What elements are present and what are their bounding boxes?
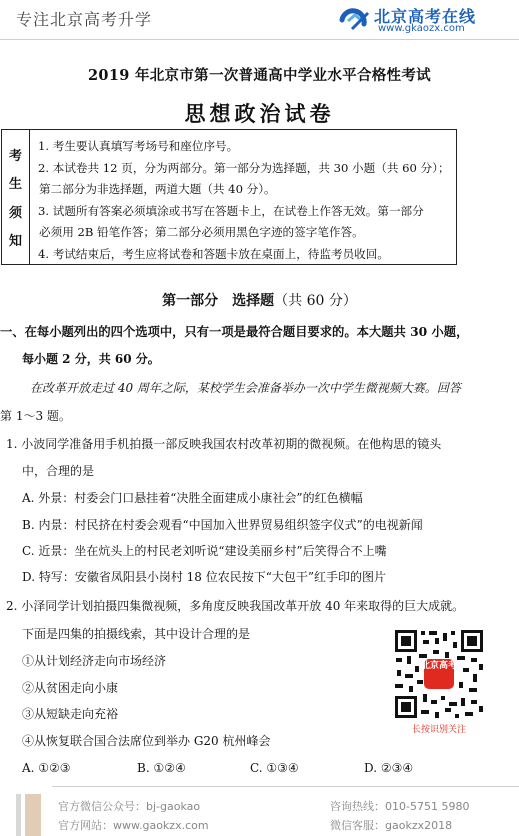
question-stem: 1. 小波同学准备用手机拍摄一部反映我国农村改革初期的微视频。在他构思的镜头 <box>6 437 442 451</box>
answer-option-d: D. ②③④ <box>364 761 414 775</box>
instructions-line: 每小题 2 分，共 60 分。 <box>22 352 160 366</box>
footer-accent-bar <box>25 794 41 836</box>
section-title: 第一部分 选择题 <box>162 293 275 309</box>
answer-option-b: B. 内景：村民挤在村委会观看“中国加入世界贸易组织签字仪式”的电视新闻 <box>22 518 423 532</box>
notice-side-char: 生 <box>8 177 22 193</box>
question-stem: 2. 小泽同学计划拍摄四集微视频，多角度反映我国改革开放 40 年来取得的巨大成就。 <box>6 599 465 613</box>
logo-mark-icon <box>338 5 372 35</box>
notice-side-char: 知 <box>8 234 22 250</box>
exam-title: 2019 年北京市第一次普通高中学业水平合格性考试 <box>88 67 431 84</box>
section-points: （共 60 分） <box>274 293 357 309</box>
question-stem: 中，合理的是 <box>22 464 95 478</box>
footer-service: 微信客服：gaokzx2018 <box>330 819 453 832</box>
answer-option-c: C. 近景：坐在炕头上的村民老刘听说“建设美丽乡村”后笑得合不上嘴 <box>22 544 387 558</box>
notice-line: 1. 考生要认真填写考场号和座位序号。 <box>38 139 239 153</box>
header-divider <box>0 39 519 40</box>
answer-option-a: A. ①②③ <box>22 761 71 775</box>
notice-side-char: 考 <box>8 148 22 164</box>
answer-option-a: A. 外景：村委会门口悬挂着“决胜全面建成小康社会”的红色横幅 <box>22 491 363 505</box>
passage-line: 在改革开放走过 40 周年之际，某校学生会准备举办一次中学生微视频大赛。回答 <box>30 381 461 395</box>
footer-accent-bar <box>16 794 21 836</box>
qr-caption: 长按识别关注 <box>411 725 466 735</box>
page-header <box>0 0 519 40</box>
instructions-line: 一、在每小题列出的四个选项中，只有一项是最符合题目要求的。本大题共 30 小题， <box>0 324 469 339</box>
footer-hotline: 咨询热线：010-5751 5980 <box>330 800 470 813</box>
passage-line: 第 1～3 题。 <box>0 409 71 423</box>
site-logo[interactable] <box>338 3 508 37</box>
section-heading <box>0 290 519 310</box>
subject-title: 思想政治试卷 <box>184 101 335 126</box>
notice-side-char: 须 <box>8 205 22 221</box>
footer-website[interactable]: 官方网站：www.gaokzx.com <box>58 819 209 832</box>
clue-item: ②从贫困走向小康 <box>22 681 119 695</box>
notice-line: 3. 试题所有答案必须填涂或书写在答题卡上，在试卷上作答无效。第一部分 <box>38 203 424 218</box>
answer-option-b: B. ①②④ <box>137 761 186 775</box>
header-slogan: 专注北京高考升学 <box>16 10 153 29</box>
notice-line: 4. 考试结束后，考生应将试卷和答题卡放在桌面上，待监考员收回。 <box>38 246 389 261</box>
question-stem: 下面是四集的拍摄线索，其中设计合理的是 <box>22 627 251 641</box>
notice-side-label <box>2 130 30 264</box>
footer-wechat: 官方微信公众号：bj-gaokao <box>58 800 201 813</box>
answer-option-d: D. 特写：安徽省凤阳县小岗村 18 位农民按下“大包干”红手印的图片 <box>22 570 386 584</box>
candidate-notice-box <box>1 129 457 265</box>
qr-code-icon[interactable] <box>393 628 485 720</box>
notice-line: 必须用 2B 铅笔作答；第二部分必须用黑色字迹的签字笔作答。 <box>39 225 364 240</box>
notice-line: 2. 本试卷共 12 页，分为两部分。第一部分为选择题，共 30 小题（共 60 分）； <box>38 160 450 175</box>
qr-center-text: 北京高考 <box>420 661 457 671</box>
logo-url: www.gkaozx.com <box>378 23 465 34</box>
logo-name: 北京高考在线 <box>374 7 477 26</box>
answer-option-c: C. ①③④ <box>250 761 299 775</box>
clue-item: ①从计划经济走向市场经济 <box>22 654 167 668</box>
notice-body <box>38 136 452 266</box>
notice-line: 第二部分为非选择题，两道大题（共 40 分）。 <box>39 182 276 197</box>
page-footer <box>0 786 519 836</box>
footer-divider <box>52 786 519 787</box>
clue-item: ④从恢复联合国合法席位到举办 G20 杭州峰会 <box>22 734 271 748</box>
clue-item: ③从短缺走向充裕 <box>22 707 119 721</box>
